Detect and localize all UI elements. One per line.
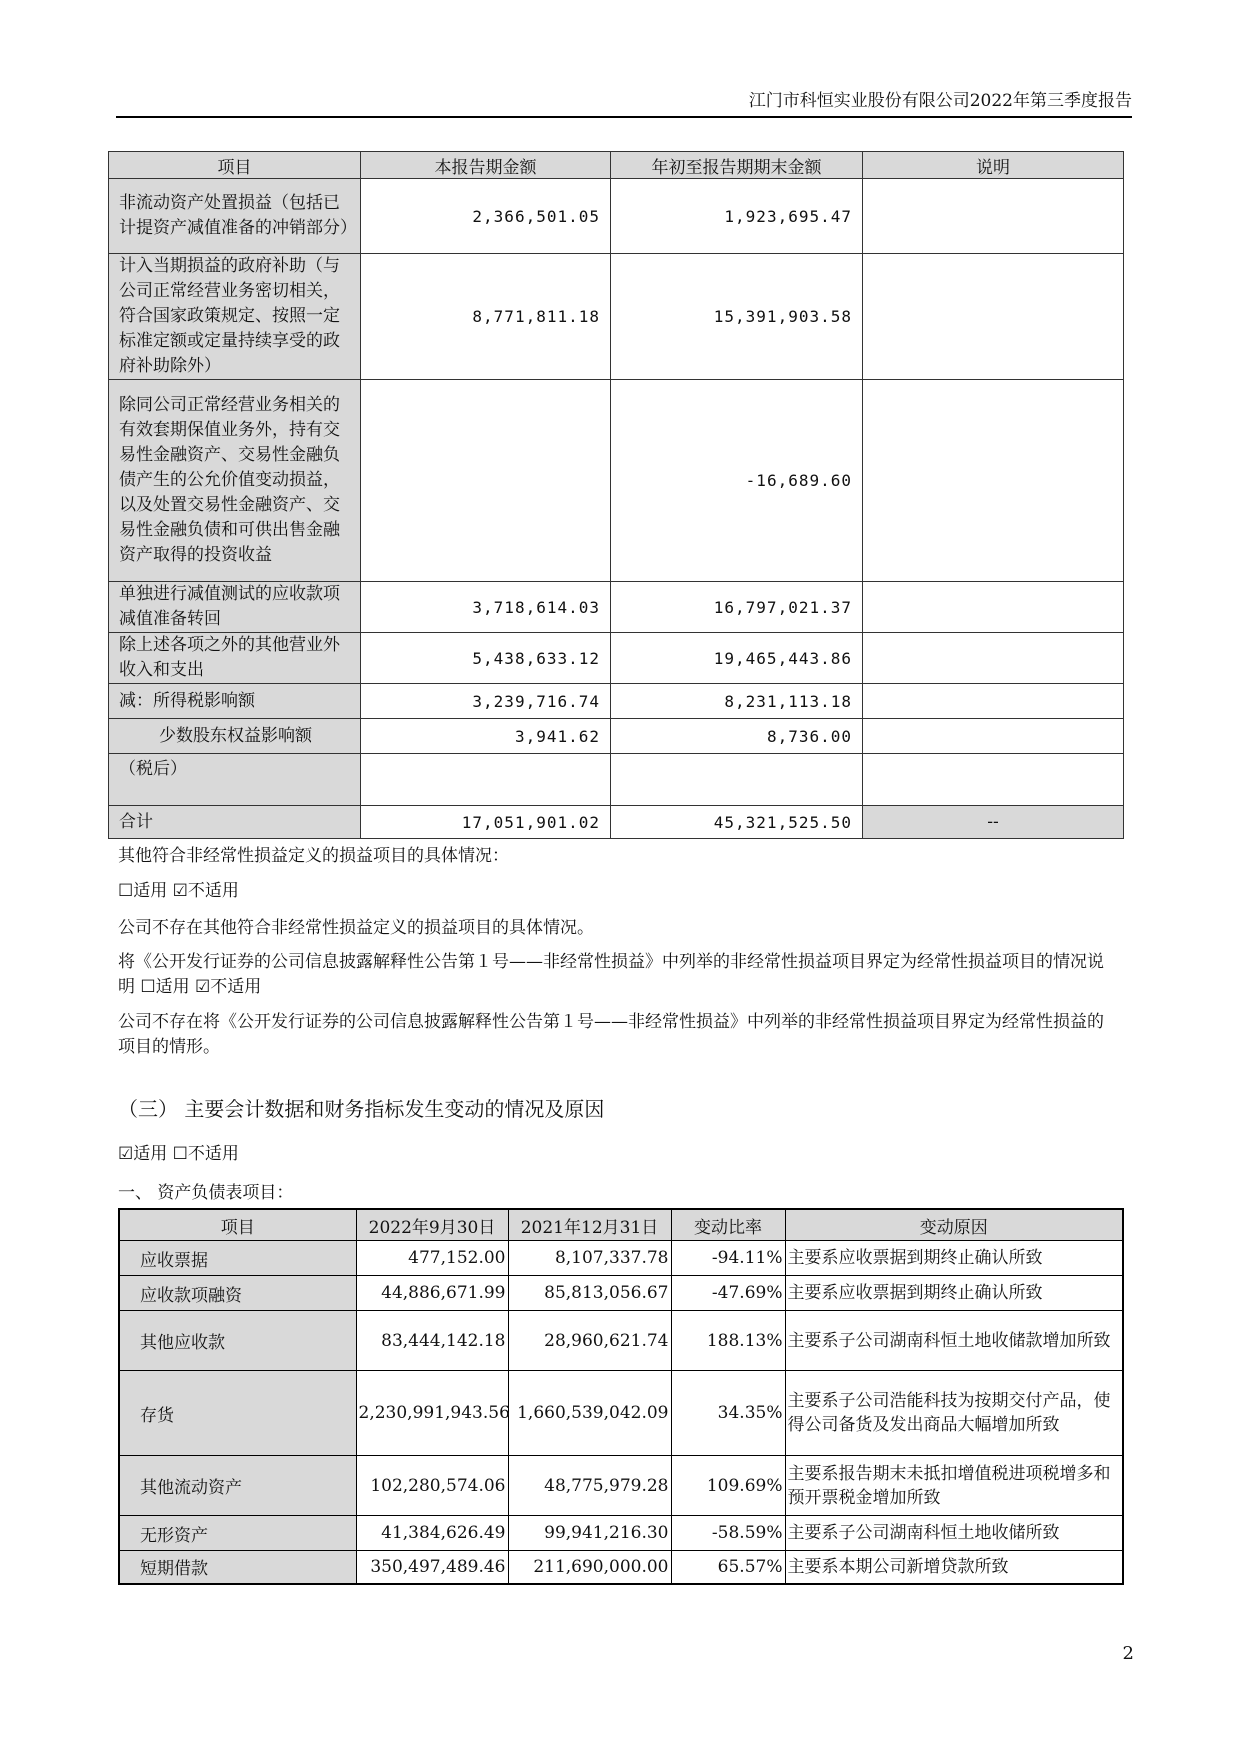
paragraph-reclassification-none: 公司不存在将《公开发行证券的公司信息披露解释性公告第１号——非经常性损益》中列举的非经常性损益项目界定为经常性损益的项目的情形。 bbox=[118, 1012, 1104, 1057]
table-header-row bbox=[119, 1209, 1123, 1241]
row-2022: 2,230,991,943.56 bbox=[356, 1371, 508, 1456]
col-header-2022: 2022年9月30日 bbox=[356, 1209, 508, 1241]
balance-sheet-changes-table bbox=[118, 1208, 1124, 1585]
row-current bbox=[361, 380, 611, 582]
row-ytd: 19,465,443.86 bbox=[611, 633, 863, 684]
col-header-2021: 2021年12月31日 bbox=[508, 1209, 671, 1241]
row-reason: 主要系应收票据到期终止确认所致 bbox=[785, 1276, 1123, 1311]
row-label: 减：所得税影响额 bbox=[109, 684, 361, 719]
row-label: 合计 bbox=[109, 806, 361, 839]
row-change: -47.69% bbox=[671, 1276, 785, 1311]
row-note bbox=[863, 633, 1124, 684]
header-divider bbox=[116, 116, 1132, 118]
row-current: 3,239,716.74 bbox=[361, 684, 611, 719]
row-ytd: 15,391,903.58 bbox=[611, 254, 863, 380]
table-row bbox=[119, 1311, 1123, 1371]
row-2022: 477,152.00 bbox=[356, 1241, 508, 1276]
subsection-title: 一、 资产负债表项目： bbox=[118, 1183, 294, 1203]
row-change: -94.11% bbox=[671, 1241, 785, 1276]
row-reason: 主要系报告期末未抵扣增值税进项税增多和预开票税金增加所致 bbox=[785, 1456, 1123, 1516]
table-row bbox=[119, 1456, 1123, 1516]
row-2021: 8,107,337.78 bbox=[508, 1241, 671, 1276]
row-current: 2,366,501.05 bbox=[361, 179, 611, 254]
row-2021: 99,941,216.30 bbox=[508, 1516, 671, 1551]
col-header-item: 项目 bbox=[109, 152, 361, 179]
row-note bbox=[863, 754, 1124, 806]
row-change: 188.13% bbox=[671, 1311, 785, 1371]
page-header-title: 江门市科恒实业股份有限公司2022年第三季度报告 bbox=[748, 91, 1132, 111]
row-current: 3,718,614.03 bbox=[361, 582, 611, 633]
col-header-change: 变动比率 bbox=[671, 1209, 785, 1241]
row-2022: 41,384,626.49 bbox=[356, 1516, 508, 1551]
row-item: 短期借款 bbox=[119, 1551, 356, 1584]
row-2021: 211,690,000.00 bbox=[508, 1551, 671, 1584]
table-row bbox=[109, 719, 1124, 754]
table-row bbox=[109, 380, 1124, 582]
row-2021: 48,775,979.28 bbox=[508, 1456, 671, 1516]
row-ytd: 1,923,695.47 bbox=[611, 179, 863, 254]
paragraph-reclassification: 将《公开发行证券的公司信息披露解释性公告第１号——非经常性损益》中列举的非经常性损益项目界定为经常性损益项目的情况说明 ☐适用 ☑不适用 bbox=[118, 952, 1104, 997]
table-header-row bbox=[109, 152, 1124, 179]
row-current: 3,941.62 bbox=[361, 719, 611, 754]
col-header-note: 说明 bbox=[863, 152, 1124, 179]
table-row bbox=[119, 1241, 1123, 1276]
row-label: 计入当期损益的政府补助（与公司正常经营业务密切相关，符合国家政策规定、按照一定标准定额或定量持续享受的政府补助除外） bbox=[109, 254, 361, 380]
row-reason: 主要系子公司湖南科恒土地收储款增加所致 bbox=[785, 1311, 1123, 1371]
table-row bbox=[109, 684, 1124, 719]
row-note bbox=[863, 179, 1124, 254]
col-header-reason: 变动原因 bbox=[785, 1209, 1123, 1241]
row-note bbox=[863, 719, 1124, 754]
row-note bbox=[863, 582, 1124, 633]
row-current: 5,438,633.12 bbox=[361, 633, 611, 684]
row-item: 无形资产 bbox=[119, 1516, 356, 1551]
row-reason: 主要系子公司湖南科恒土地收储所致 bbox=[785, 1516, 1123, 1551]
row-2021: 85,813,056.67 bbox=[508, 1276, 671, 1311]
table-row-total bbox=[109, 806, 1124, 839]
row-item: 应收票据 bbox=[119, 1241, 356, 1276]
row-label: 除同公司正常经营业务相关的有效套期保值业务外，持有交易性金融资产、交易性金融负债产生的公允价值变动损益，以及处置交易性金融资产、交易性金融负债和可供出售金融资产取得的投资收益 bbox=[109, 380, 361, 582]
row-label: 少数股东权益影响额 bbox=[109, 719, 361, 754]
row-change: 65.57% bbox=[671, 1551, 785, 1584]
row-ytd bbox=[611, 754, 863, 806]
row-change: -58.59% bbox=[671, 1516, 785, 1551]
row-label: （税后） bbox=[109, 754, 361, 806]
row-label: 非流动资产处置损益（包括已计提资产减值准备的冲销部分） bbox=[109, 179, 361, 254]
row-item: 存货 bbox=[119, 1371, 356, 1456]
row-reason: 主要系本期公司新增贷款所致 bbox=[785, 1551, 1123, 1584]
page-number: 2 bbox=[1122, 1643, 1134, 1664]
applicable-checkbox-line: ☐适用 ☑不适用 bbox=[118, 881, 239, 901]
row-ytd: 8,736.00 bbox=[611, 719, 863, 754]
section-title: （三） 主要会计数据和财务指标发生变动的情况及原因 bbox=[118, 1097, 605, 1121]
row-reason: 主要系子公司浩能科技为按期交付产品，使得公司备货及发出商品大幅增加所致 bbox=[785, 1371, 1123, 1456]
applicable-checkbox-line: ☑适用 ☐不适用 bbox=[118, 1144, 239, 1164]
row-note bbox=[863, 380, 1124, 582]
non-recurring-gains-table bbox=[108, 151, 1124, 839]
row-item: 其他应收款 bbox=[119, 1311, 356, 1371]
table-row bbox=[119, 1551, 1123, 1584]
table-row bbox=[109, 582, 1124, 633]
paragraph-other-items: 其他符合非经常性损益定义的损益项目的具体情况： bbox=[118, 846, 509, 866]
table-row bbox=[109, 754, 1124, 806]
table-row bbox=[109, 254, 1124, 380]
col-header-item: 项目 bbox=[119, 1209, 356, 1241]
row-note: -- bbox=[863, 806, 1124, 839]
table-row bbox=[119, 1371, 1123, 1456]
row-change: 109.69% bbox=[671, 1456, 785, 1516]
row-ytd: 45,321,525.50 bbox=[611, 806, 863, 839]
row-current: 8,771,811.18 bbox=[361, 254, 611, 380]
paragraph-none: 公司不存在其他符合非经常性损益定义的损益项目的具体情况。 bbox=[118, 918, 594, 938]
row-current: 17,051,901.02 bbox=[361, 806, 611, 839]
row-ytd: -16,689.60 bbox=[611, 380, 863, 582]
row-2022: 83,444,142.18 bbox=[356, 1311, 508, 1371]
col-header-ytd: 年初至报告期期末金额 bbox=[611, 152, 863, 179]
row-change: 34.35% bbox=[671, 1371, 785, 1456]
row-ytd: 16,797,021.37 bbox=[611, 582, 863, 633]
row-item: 其他流动资产 bbox=[119, 1456, 356, 1516]
row-label: 除上述各项之外的其他营业外收入和支出 bbox=[109, 633, 361, 684]
row-reason: 主要系应收票据到期终止确认所致 bbox=[785, 1241, 1123, 1276]
row-item: 应收款项融资 bbox=[119, 1276, 356, 1311]
row-2021: 1,660,539,042.09 bbox=[508, 1371, 671, 1456]
table-row bbox=[119, 1516, 1123, 1551]
row-ytd: 8,231,113.18 bbox=[611, 684, 863, 719]
row-current bbox=[361, 754, 611, 806]
row-note bbox=[863, 254, 1124, 380]
col-header-current: 本报告期金额 bbox=[361, 152, 611, 179]
row-2021: 28,960,621.74 bbox=[508, 1311, 671, 1371]
table-row bbox=[109, 633, 1124, 684]
row-label: 单独进行减值测试的应收款项减值准备转回 bbox=[109, 582, 361, 633]
row-note bbox=[863, 684, 1124, 719]
row-2022: 350,497,489.46 bbox=[356, 1551, 508, 1584]
table-row bbox=[119, 1276, 1123, 1311]
row-2022: 102,280,574.06 bbox=[356, 1456, 508, 1516]
table-row bbox=[109, 179, 1124, 254]
row-2022: 44,886,671.99 bbox=[356, 1276, 508, 1311]
